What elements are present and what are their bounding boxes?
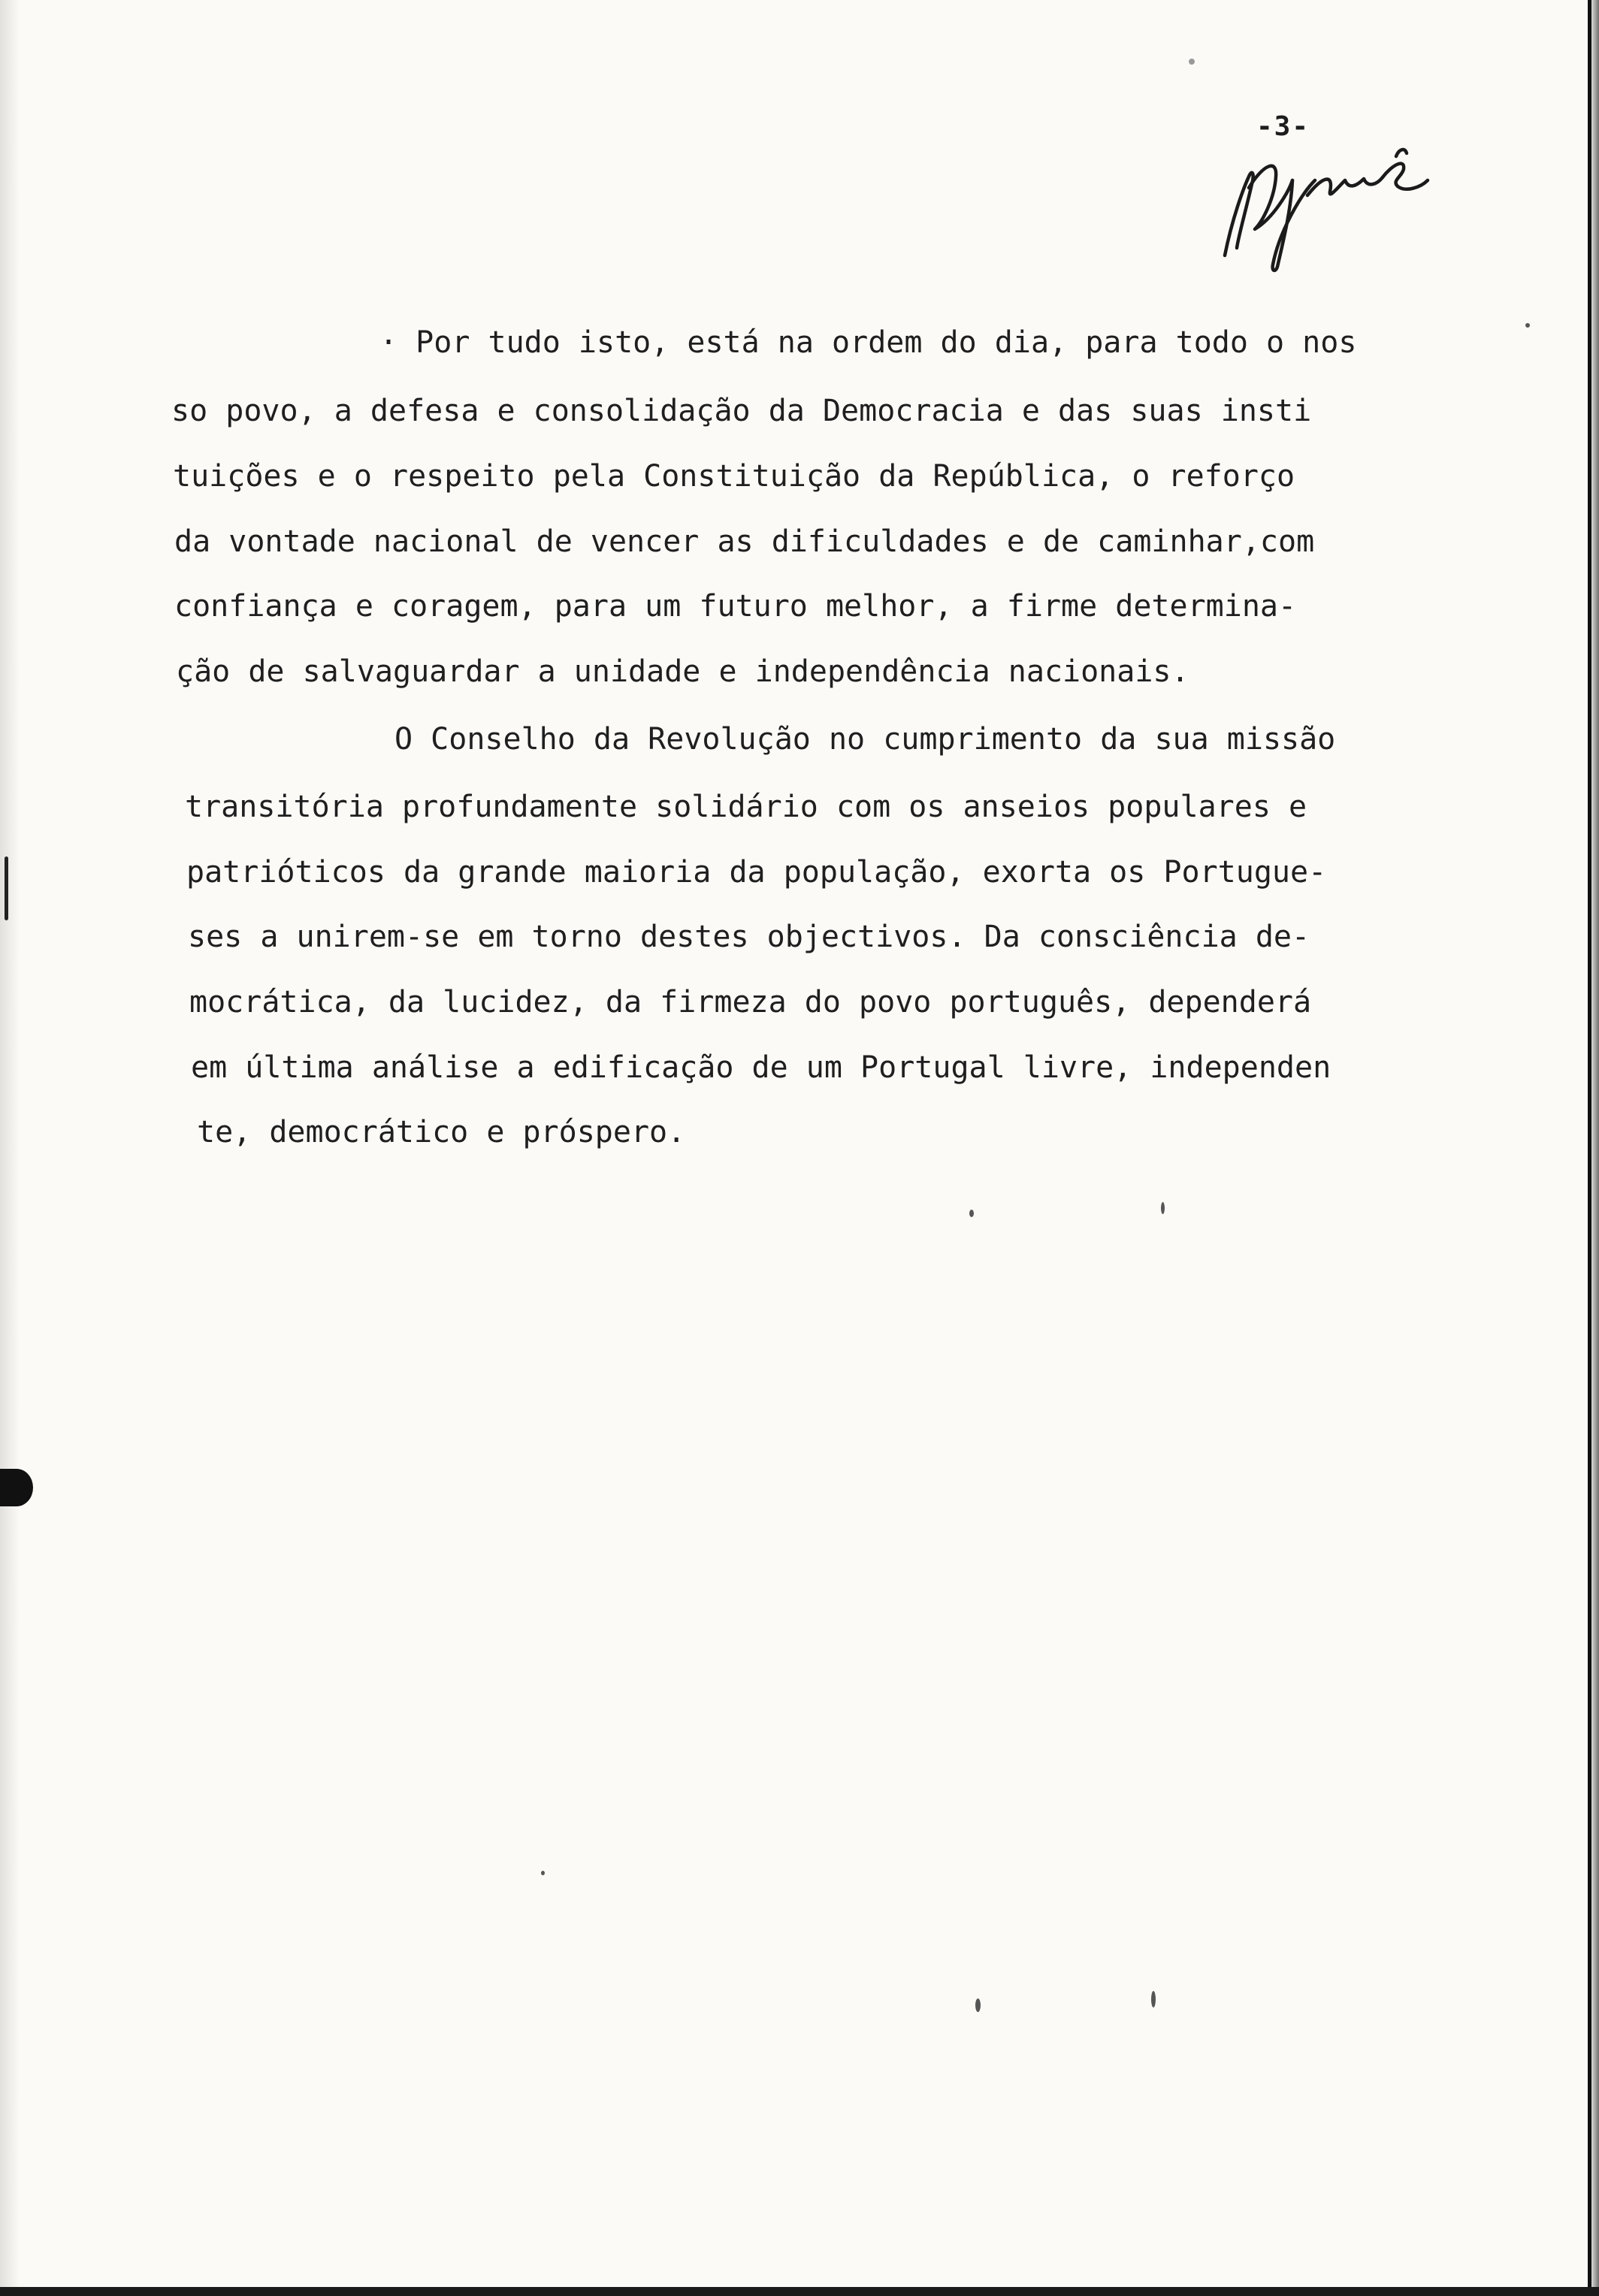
page-number: -3- <box>1256 111 1310 142</box>
paragraph-1-line-6: ção de salvaguardar a unidade e independência nacionais. <box>176 654 1189 689</box>
paragraph-2-line-7: te, democrático e próspero. <box>197 1115 686 1150</box>
paragraph-2-line-1: O Conselho da Revolução no cumprimento da sua missão <box>394 722 1336 757</box>
scan-speck <box>1161 1202 1165 1214</box>
paragraph-1-line-1: · Por tudo isto, está na ordem do dia, para todo o nos <box>379 325 1357 360</box>
paragraph-1-line-2: so povo, a defesa e consolidação da Democracia e das suas insti <box>171 394 1312 428</box>
paragraph-2-line-6: em última análise a edificação de um Portugal livre, independen <box>191 1050 1331 1085</box>
scan-speck <box>1151 1991 1156 2007</box>
paragraph-1-line-3: tuições e o respeito pela Constituição da República, o reforço <box>173 459 1295 494</box>
paragraph-2-line-4: ses a unirem-se em torno destes objectivos. Da consciência de- <box>188 920 1310 954</box>
scan-speck <box>969 1210 974 1217</box>
paragraph-1-line-4: da vontade nacional de vencer as dificuldades e de caminhar,com <box>174 524 1315 559</box>
scan-speck <box>541 1871 545 1875</box>
scan-speck <box>1525 323 1530 328</box>
paragraph-2-line-2: transitória profundamente solidário com os anseios populares e <box>185 790 1307 824</box>
scan-speck <box>975 1998 981 2012</box>
paragraph-1-line-5: confiança e coragem, para um futuro melhor, a firme determina- <box>174 589 1297 624</box>
paragraph-2-line-5: mocrática, da lucidez, da firmeza do povo português, dependerá <box>189 985 1312 1020</box>
scan-speck <box>1189 59 1195 65</box>
paragraph-2-line-3: patrióticos da grande maioria da população, exorta os Portugue- <box>186 855 1327 890</box>
